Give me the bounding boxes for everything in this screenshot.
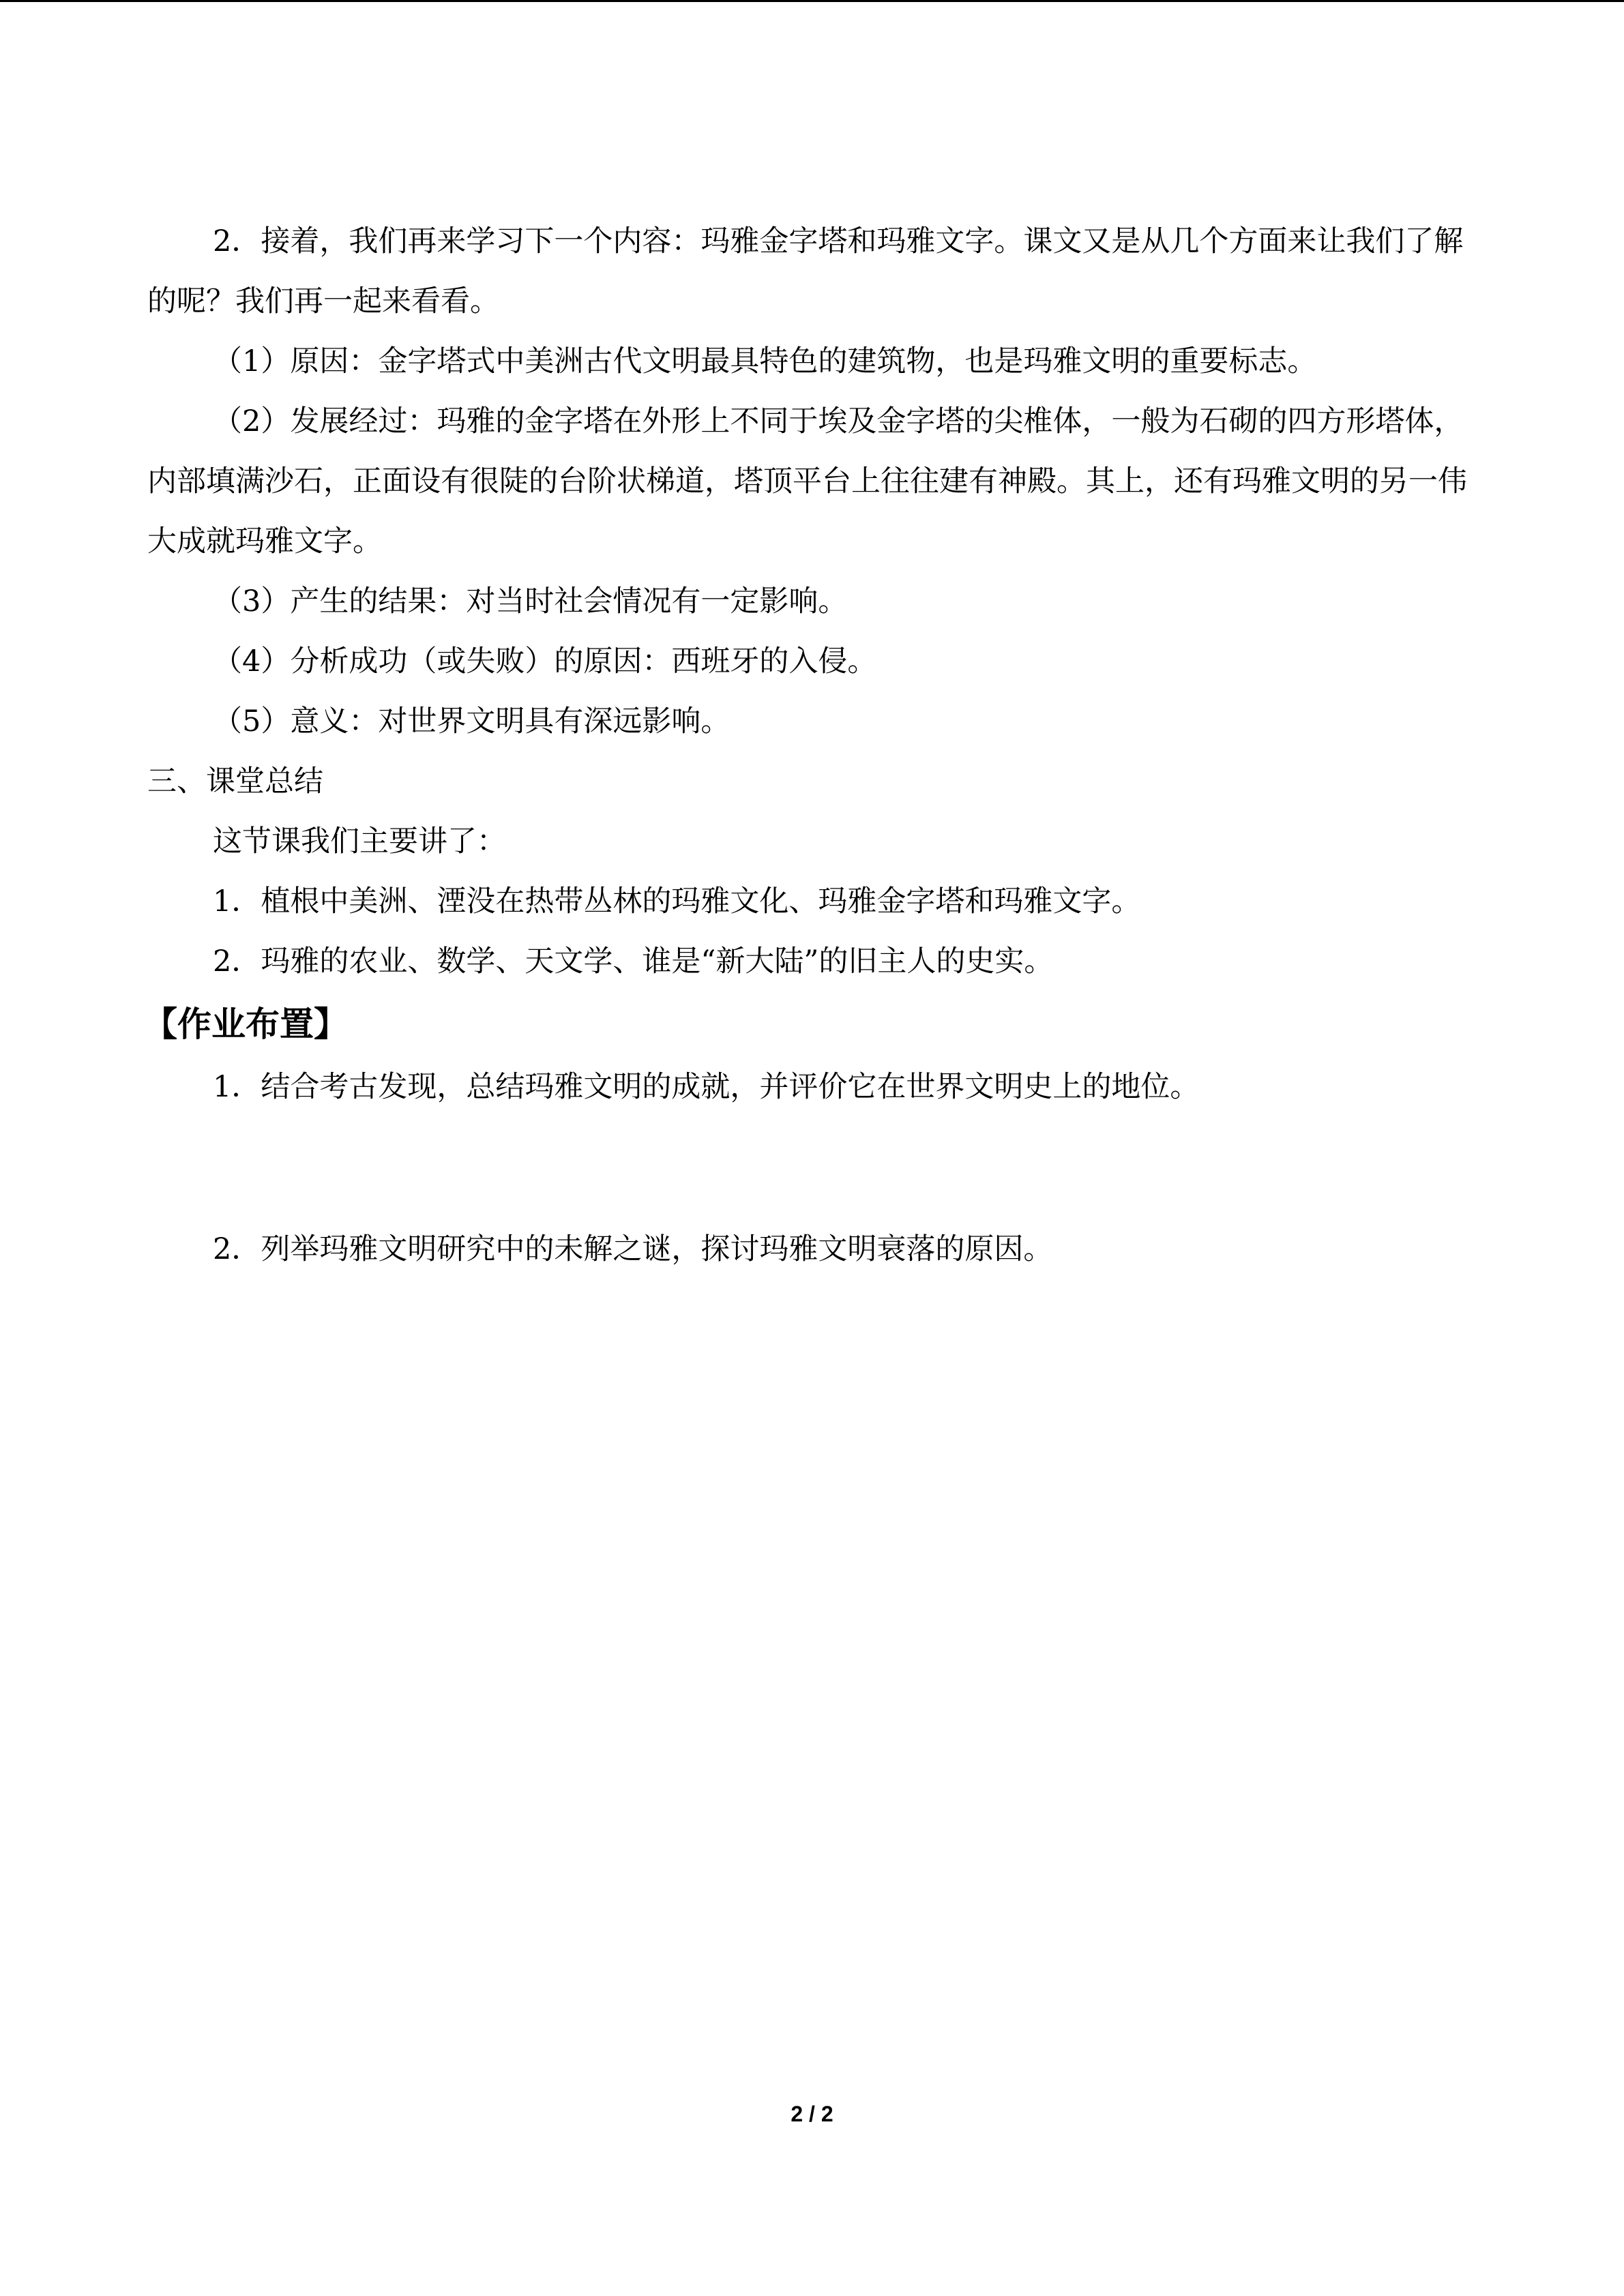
paragraph-intro: 2．接着，我们再来学习下一个内容：玛雅金字塔和玛雅文字。课文又是从几个方面来让我们了解的呢？我们再一起来看看。 [147, 224, 1464, 318]
list-item-development: （2）发展经过：玛雅的金字塔在外形上不同于埃及金字塔的尖椎体，一般为石砌的四方形塔体，内部填满沙石，正面设有很陡的台阶状梯道，塔顶平台上往往建有神殿。其上，还有玛雅文明的另一伟大成就玛雅文字。 [147, 404, 1467, 558]
summary-intro: 这节课我们主要讲了： [213, 824, 506, 859]
homework-item-1: 1．结合考古发现，总结玛雅文明的成就，并评价它在世界文明史上的地位。 [213, 1070, 1200, 1104]
list-item-result: （3）产生的结果：对当时社会情况有一定影响。 [213, 584, 848, 618]
summary-item-1: 1．植根中美洲、湮没在热带丛林的玛雅文化、玛雅金字塔和玛雅文字。 [213, 884, 1141, 919]
page-top-border [0, 0, 1624, 2]
list-item-reason: （1）原因：金字塔式中美洲古代文明最具特色的建筑物，也是玛雅文明的重要标志。 [213, 344, 1317, 378]
list-item-significance: （5）意义：对世界文明具有深远影响。 [213, 704, 730, 739]
list-item-cause: （4）分析成功（或失败）的原因：西班牙的入侵。 [213, 644, 877, 679]
page-number: 2 / 2 [791, 2102, 833, 2126]
document-page [143, 211, 1477, 1279]
homework-item-2: 2．列举玛雅文明研究中的未解之谜，探讨玛雅文明衰落的原因。 [213, 1232, 1053, 1266]
summary-heading: 三、课堂总结 [147, 764, 323, 799]
answer-space [147, 1117, 1477, 1219]
homework-heading: 【作业布置】 [143, 1004, 348, 1044]
summary-item-2: 2．玛雅的农业、数学、天文学、谁是“新大陆”的旧主人的史实。 [213, 944, 1054, 979]
